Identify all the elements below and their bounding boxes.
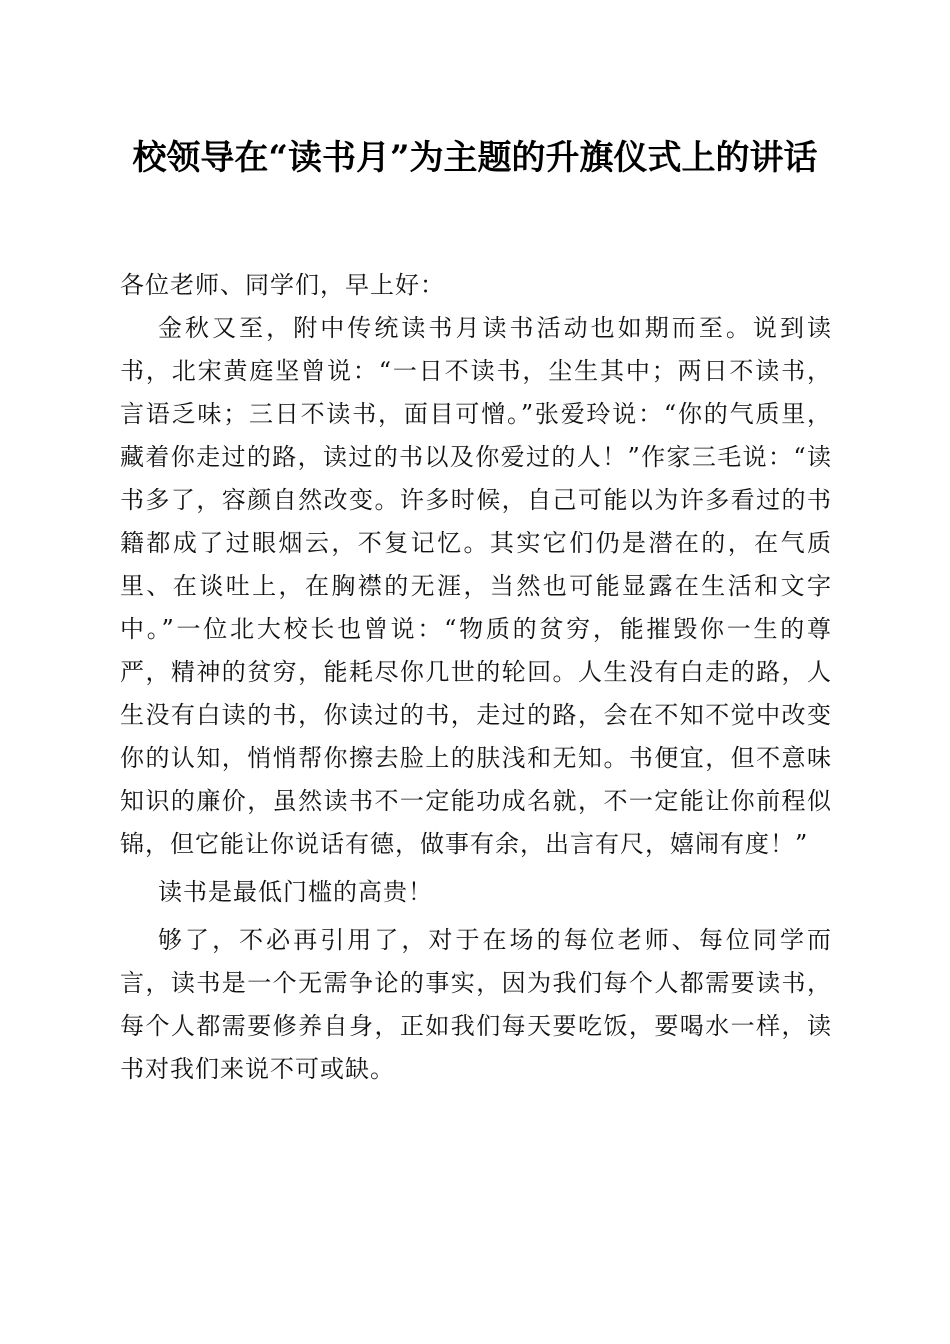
page-title: 校领导在“读书月”为主题的升旗仪式上的讲话 — [132, 138, 818, 178]
paragraph-quotes: 金秋又至，附中传统读书月读书活动也如期而至。说到读书，北宋黄庭坚曾说：“一日不读书，尘生其中；两日不读书，言语乏味；三日不读书，面目可憎。”张爱玲说：“你的气质里，藏着你走过的路，读过的书以及你爱过的人！”作家三毛说：“读书多了，容颜自然改变。许多时候，自己可能以为许多看过的书籍都成了过眼烟云，不复记忆。其实它们仍是潜在的，在气质里、在谈吐上，在胸襟的无涯，当然也可能显露在生活和文字中。”一位北大校长也曾说：“物质的贫穷，能摧毁你一生的尊严，精神的贫穷，能耗尽你几世的轮回。人生没有白走的路，人生没有白读的书，你读过的书，走过的路，会在不知不觉中改变你的认知，悄悄帮你擦去脸上的肤浅和无知。书便宜，但不意味知识的廉价，虽然读书不一定能功成名就，不一定能让你前程似锦，但它能让你说话有德，做事有余，出言有尺，嬉闹有度！” — [120, 314, 832, 858]
paragraph-reading-noble: 读书是最低门槛的高贵！ — [158, 878, 433, 906]
salutation: 各位老师、同学们，早上好： — [120, 271, 445, 299]
document-body — [120, 264, 832, 1091]
paragraph-reading-essential: 够了，不必再引用了，对于在场的每位老师、每位同学而言，读书是一个无需争论的事实，因为我们每个人都需要读书，每个人都需要修养自身，正如我们每天要吃饭，要喝水一样，读书对我们来说不可或缺。 — [120, 926, 832, 1083]
